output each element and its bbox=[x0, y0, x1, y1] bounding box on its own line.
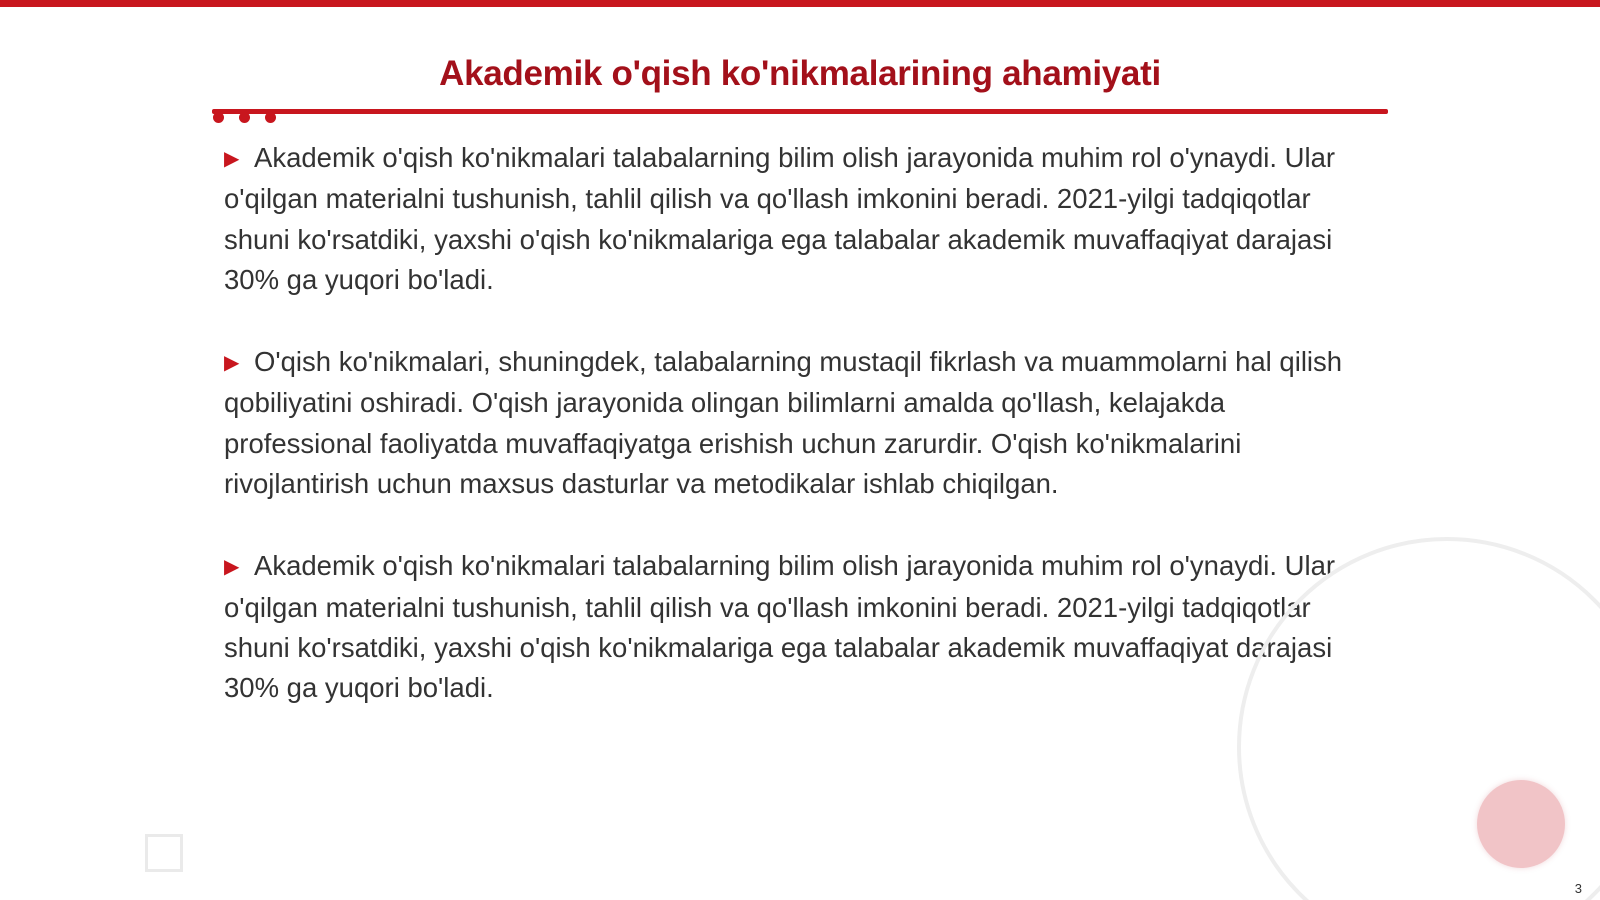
bullet-paragraph bbox=[224, 546, 1374, 708]
paragraph-text: Akademik o'qish ko'nikmalari talabalarning bilim olish jarayonida muhim rol o'ynaydi. Ular o'qilgan materialni tushunish, tahlil qilish va qo'llash imkonini beradi. 2021-yilgi tadqiqotlar shuni ko'rsatdiki, yaxshi o'qish ko'nikmalariga ega talabalar akademik muvaffaqiyat darajasi 30% ga yuqori bo'ladi. bbox=[224, 142, 1336, 295]
triangle-bullet-icon: ▶ bbox=[224, 352, 240, 375]
decorative-square bbox=[145, 834, 183, 872]
decor-dot bbox=[265, 112, 276, 123]
top-accent-bar bbox=[0, 0, 1600, 7]
decor-dot bbox=[213, 112, 224, 123]
slide-title: Akademik o'qish ko'nikmalarining ahamiyati bbox=[439, 54, 1161, 93]
bullet-paragraph bbox=[224, 138, 1374, 300]
title-underline bbox=[212, 109, 1388, 114]
bullet-paragraph bbox=[224, 342, 1374, 504]
decorative-pink-circle bbox=[1477, 780, 1565, 868]
paragraph-text: O'qish ko'nikmalari, shuningdek, talabalarning mustaqil fikrlash va muammolarni hal qilish qobiliyatini oshiradi. O'qish jarayonida olingan bilimlarni amalda qo'llash, kelajakda professional faoliyatda muvaffaqiyatga erishish uchun zarurdir. O'qish ko'nikmalarini rivojlantirish uchun maxsus dasturlar va metodikalar ishlab chiqilgan. bbox=[224, 346, 1343, 500]
triangle-bullet-icon: ▶ bbox=[224, 556, 240, 579]
paragraph-text: Akademik o'qish ko'nikmalari talabalarning bilim olish jarayonida muhim rol o'ynaydi. Ular o'qilgan materialni tushunish, tahlil qilish va qo'llash imkonini beradi. 2021-yilgi tadqiqotlar shuni ko'rsatdiki, yaxshi o'qish ko'nikmalariga ega talabalar akademik muvaffaqiyat darajasi 30% ga yuqori bo'ladi. bbox=[224, 550, 1336, 704]
decor-dot bbox=[239, 112, 250, 123]
page-number: 3 bbox=[1574, 881, 1582, 896]
triangle-bullet-icon: ▶ bbox=[224, 148, 240, 170]
slide-content bbox=[224, 138, 1374, 751]
